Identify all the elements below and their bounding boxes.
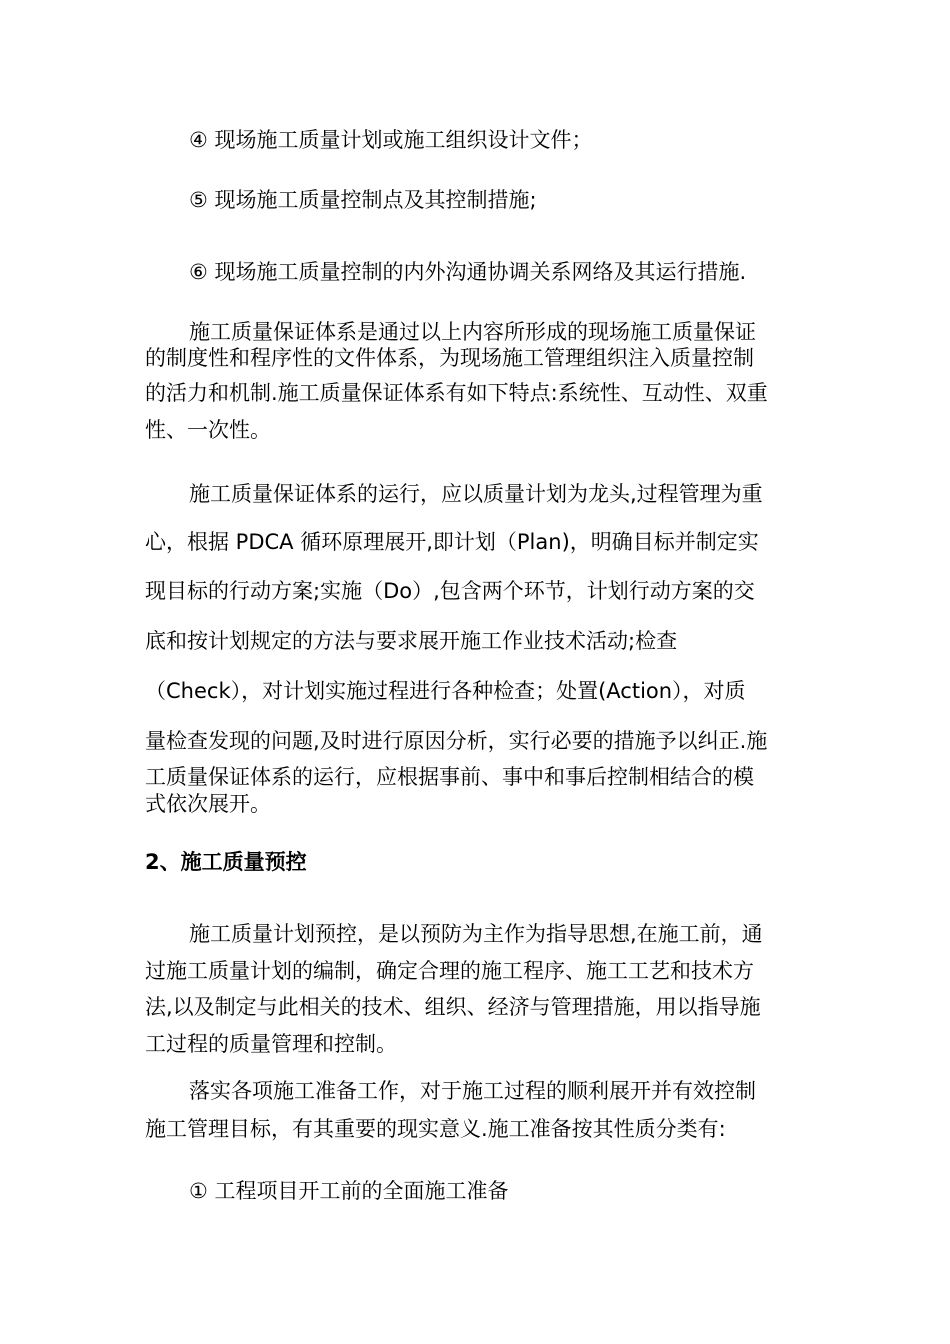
section-heading: 2、施工质量预控 [145,850,307,874]
paragraph-line: 施工质量保证体系是通过以上内容所形成的现场施工质量保证 [189,320,756,344]
paragraph-line: 施工质量计划预控，是以预防为主作为指导思想,在施工前，通 [189,922,763,946]
paragraph-line: 工过程的质量管理和控制。 [145,1032,397,1056]
list-item: ⑥ 现场施工质量控制的内外沟通协调关系网络及其运行措施. [189,260,747,284]
paragraph-line: 工质量保证体系的运行，应根据事前、事中和事后控制相结合的模 [145,765,754,789]
paragraph-line: 过施工质量计划的编制，确定合理的施工程序、施工工艺和技术方 [145,959,754,983]
paragraph-line: 心，根据 PDCA 循环原理展开,即计划（Plan)，明确目标并制定实 [145,530,759,554]
list-item: ① 工程项目开工前的全面施工准备 [189,1179,509,1203]
paragraph-line: 现目标的行动方案;实施（Do）,包含两个环节，计划行动方案的交 [145,579,755,603]
paragraph-line: 式依次展开。 [145,792,271,816]
list-item: ④ 现场施工质量计划或施工组织设计文件； [189,128,593,152]
paragraph-line: 底和按计划规定的方法与要求展开施工作业技术活动;检查 [145,629,678,653]
paragraph-line: 法,以及制定与此相关的技术、组织、经济与管理措施，用以指导施 [145,995,761,1019]
paragraph-line: 的制度性和程序性的文件体系，为现场施工管理组织注入质量控制 [145,346,754,370]
paragraph-line: 性、一次性。 [145,418,271,442]
paragraph-line: （Check），对计划实施过程进行各种检查；处置(Action），对质 [145,679,746,703]
paragraph-line: 施工管理目标，有其重要的现实意义.施工准备按其性质分类有: [145,1117,726,1141]
paragraph-line: 落实各项施工准备工作，对于施工过程的顺利展开并有效控制 [189,1079,756,1103]
paragraph-line: 的活力和机制.施工质量保证体系有如下特点:系统性、互动性、双重 [145,381,768,405]
list-item: ⑤ 现场施工质量控制点及其控制措施; [189,188,537,212]
paragraph-line: 量检查发现的问题,及时进行原因分析，实行必要的措施予以纠正.施 [145,729,768,753]
paragraph-line: 施工质量保证体系的运行，应以质量计划为龙头,过程管理为重 [189,482,763,506]
